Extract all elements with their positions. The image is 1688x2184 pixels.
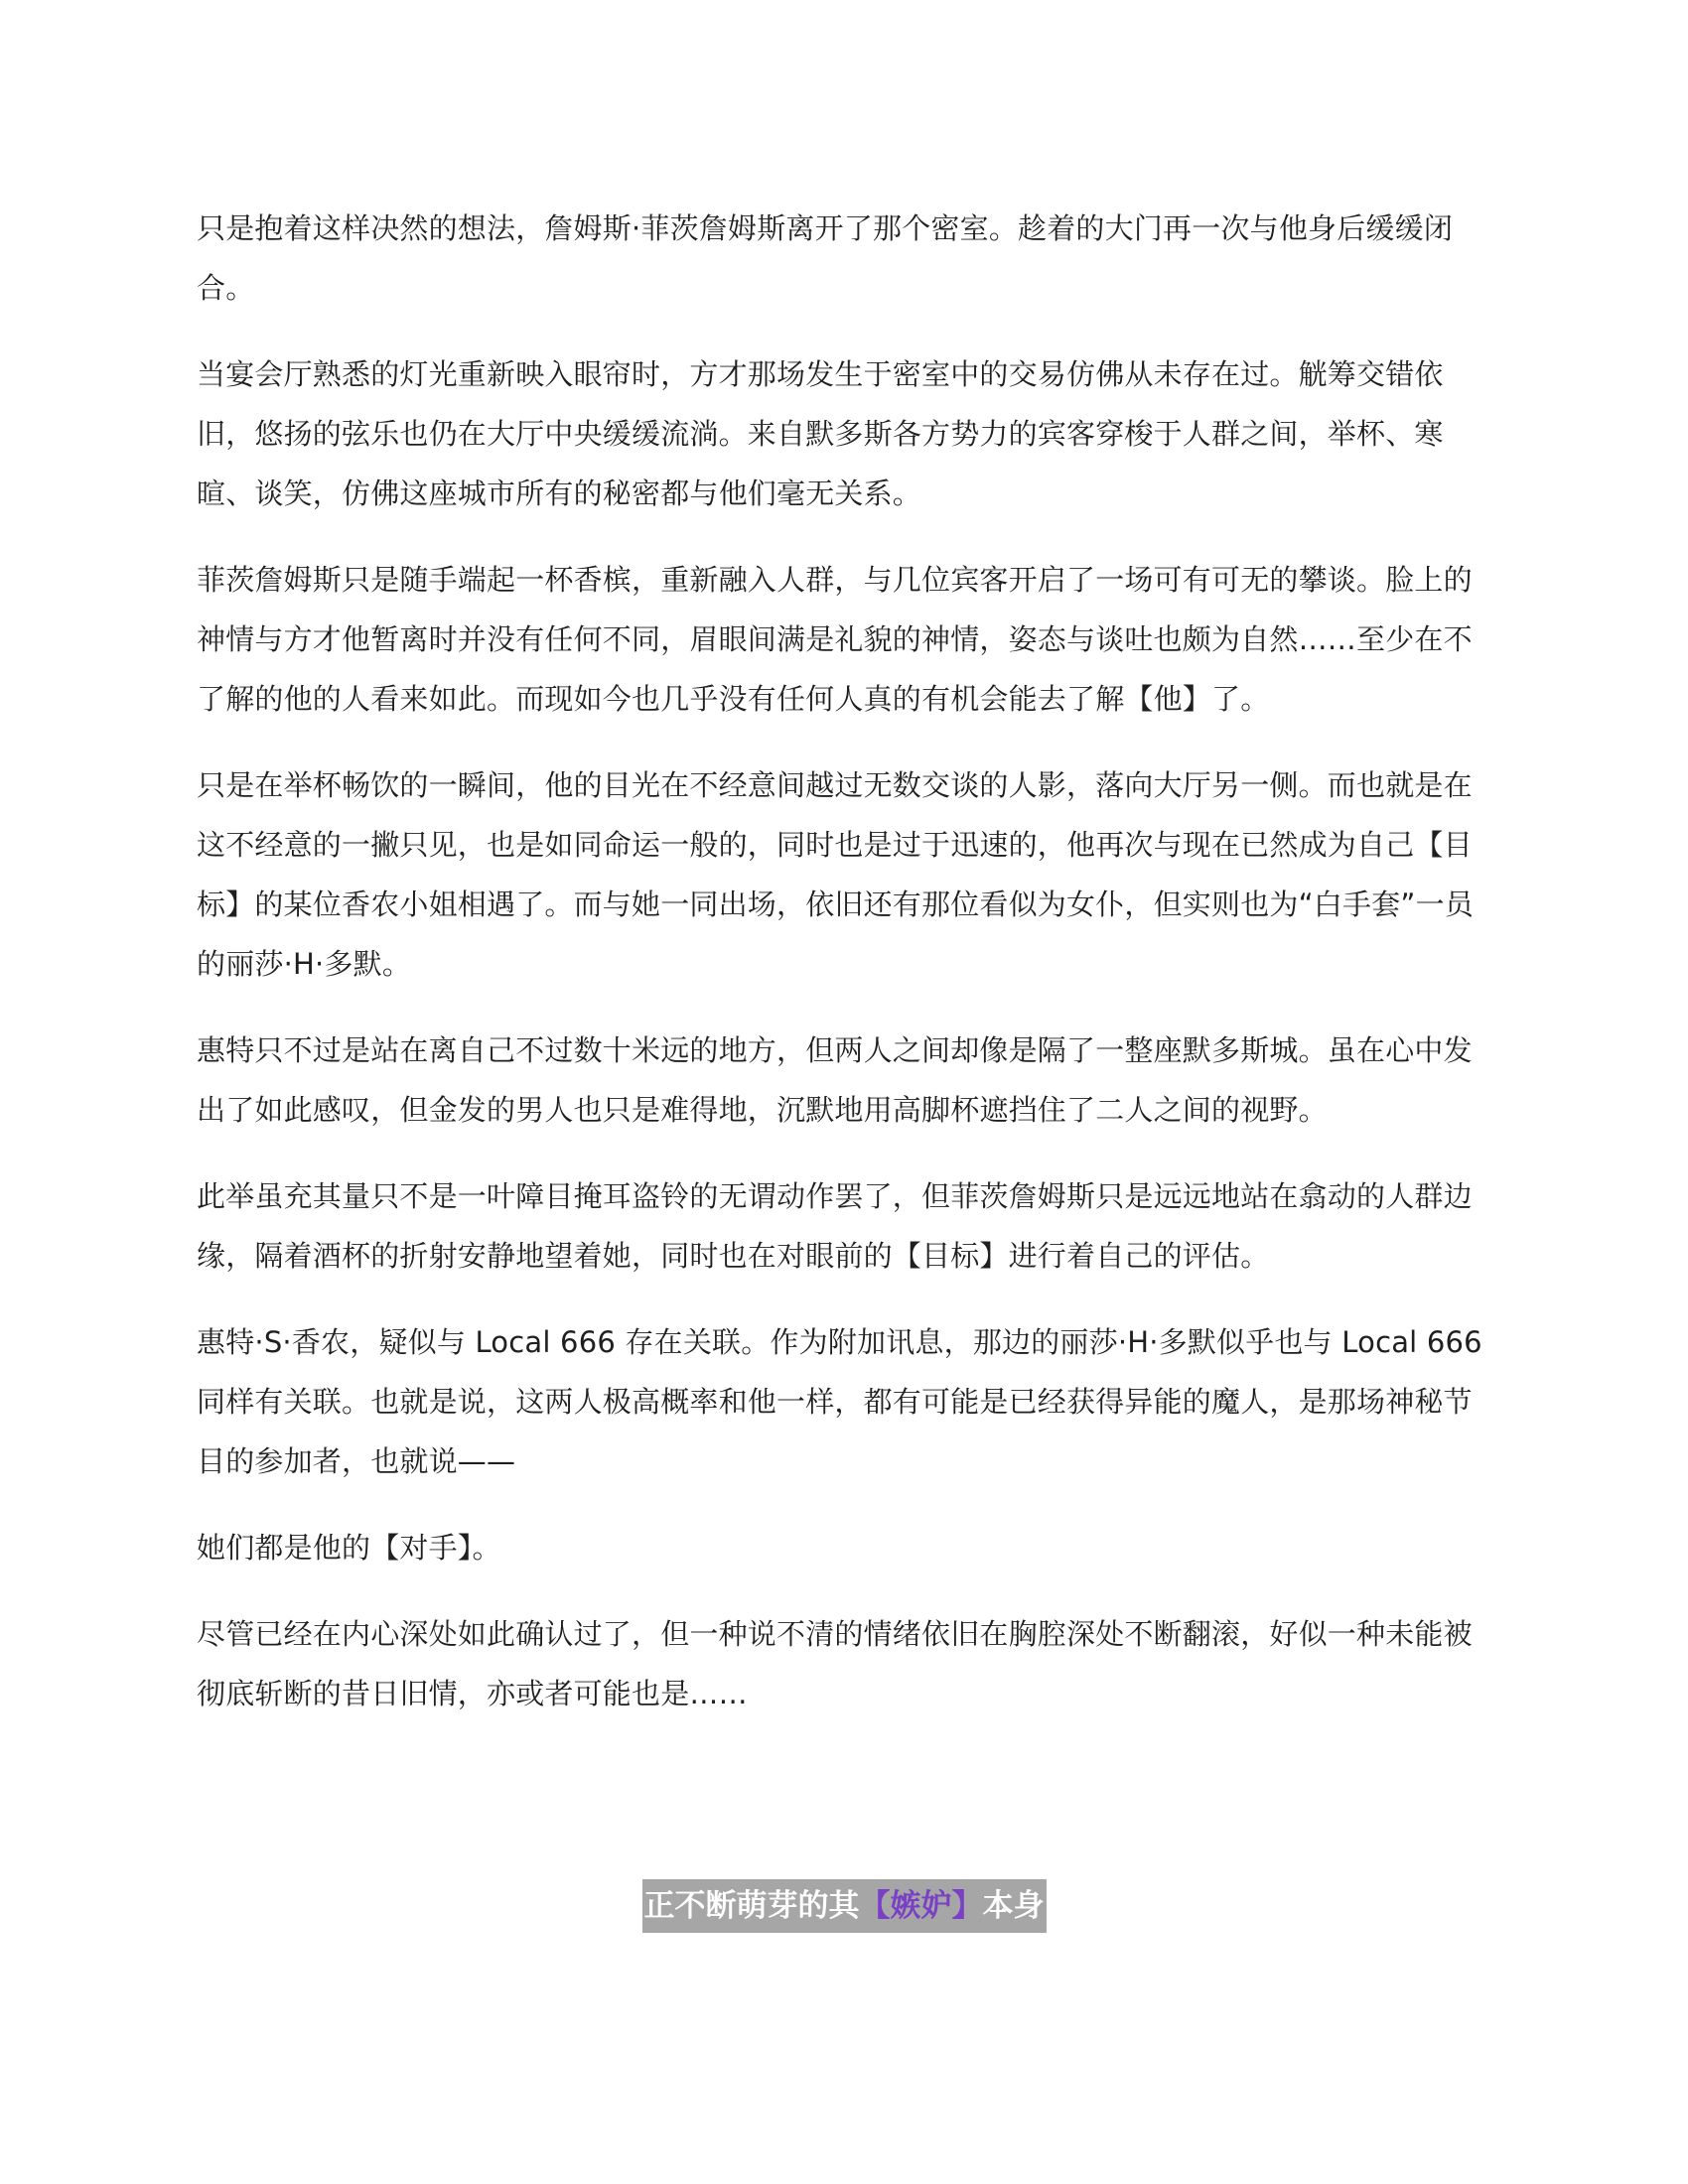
paragraph-text: 菲茨詹姆斯只是随手端起一杯香槟，重新融入人群，与几位宾客开启了一场可有可无的攀谈。脸上的神情与方才他暂离时并没有任何不同，眉眼间满是礼貌的神情，姿态与谈吐也颇为自然……至少在不了解的他的人看来如此。而现如今也几乎没有任何人真的有机会能去了解【他】了。 — [197, 563, 1473, 716]
paragraph-1 — [197, 199, 1487, 318]
paragraph-text: 尽管已经在内心深处如此确认过了，但一种说不清的情绪依旧在胸腔深处不断翻滚，好似一种未能被彻底斩断的昔日旧情，亦或者可能也是…… — [197, 1617, 1473, 1710]
paragraph-text: 她们都是他的【对手】。 — [197, 1531, 501, 1565]
paragraph-8 — [197, 1518, 1487, 1577]
closing-line-after: 本身 — [982, 1888, 1045, 1924]
paragraph-4 — [197, 755, 1487, 994]
paragraph-text: 此举虽充其量只不是一叶障目掩耳盗铃的无谓动作罢了，但菲茨詹姆斯只是远远地站在翕动的人群边缘，隔着酒杯的折射安静地望着她，同时也在对眼前的【目标】进行着自己的评估。 — [197, 1179, 1473, 1273]
closing-line-highlight — [642, 1879, 1047, 1933]
closing-line-accent: 【嫉妒】 — [859, 1888, 983, 1924]
paragraph-text: 只是在举杯畅饮的一瞬间，他的目光在不经意间越过无数交谈的人影，落向大厅另一侧。而也就是在这不经意的一撇只见，也是如同命运一般的，同时也是过于迅速的，他再次与现在已然成为自己【目标】的某位香农小姐相遇了。而与她一同出场，依旧还有那位看似为女仆，但实则也为“白手套”一员的丽莎·H·多默。 — [197, 768, 1475, 981]
paragraph-2 — [197, 344, 1487, 523]
paragraph-3 — [197, 550, 1487, 729]
paragraph-7 — [197, 1312, 1487, 1491]
paragraph-6 — [197, 1166, 1487, 1286]
paragraph-text: 当宴会厅熟悉的灯光重新映入眼帘时，方才那场发生于密室中的交易仿佛从未存在过。觥筹交错依旧，悠扬的弦乐也仍在大厅中央缓缓流淌。来自默多斯各方势力的宾客穿梭于人群之间，举杯、寒暄、谈笑，仿佛这座城市所有的秘密都与他们毫无关系。 — [197, 357, 1444, 510]
paragraph-9 — [197, 1604, 1487, 1723]
paragraph-text: 惠特·S·香农，疑似与 Local 666 存在关联。作为附加讯息，那边的丽莎·H·多默似乎也与 Local 666 同样有关联。也就是说，这两人极高概率和他一样，都有可能是已经获得异能的魔人，是那场神秘节目的参加者，也就说—— — [197, 1325, 1482, 1478]
paragraph-text: 只是抱着这样决然的想法，詹姆斯·菲茨詹姆斯离开了那个密室。趁着的大门再一次与他身后缓缓闭合。 — [197, 211, 1454, 305]
paragraph-5 — [197, 1021, 1487, 1140]
paragraph-text: 惠特只不过是站在离自己不过数十米远的地方，但两人之间却像是隔了一整座默多斯城。虽在心中发出了如此感叹，但金发的男人也只是难得地，沉默地用高脚杯遮挡住了二人之间的视野。 — [197, 1033, 1473, 1127]
closing-line-container — [0, 1879, 1688, 1933]
closing-line-before: 正不断萌芽的其 — [643, 1888, 860, 1924]
document-body — [197, 199, 1487, 1750]
